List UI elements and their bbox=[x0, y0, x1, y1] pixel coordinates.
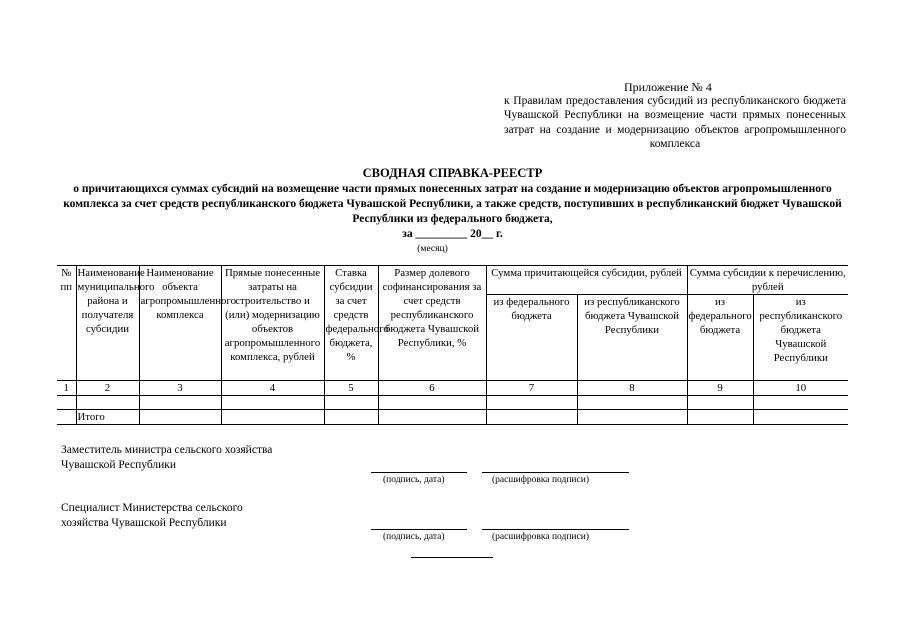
header-row-1 bbox=[57, 266, 848, 295]
header-due-republic: из республиканского бюджета Чувашской Республики bbox=[577, 295, 687, 381]
header-object: Наименование объекта агропромышленного комплекса bbox=[139, 266, 221, 381]
column-number: 8 bbox=[577, 381, 687, 396]
table-cell bbox=[687, 410, 753, 425]
table-cell bbox=[486, 396, 577, 410]
decode-caption-2: (расшифровка подписи) bbox=[492, 532, 589, 542]
header-num: № пп bbox=[57, 266, 76, 381]
total-row bbox=[57, 410, 848, 425]
table-cell bbox=[221, 396, 324, 410]
column-number: 4 bbox=[221, 381, 324, 396]
appendix-text: к Правилам предоставления субсидий из республиканского бюджета Чувашской Республики на возмещение части прямых понесенных затрат на создание и модернизацию объектов агропромышленного комплекса bbox=[504, 95, 846, 150]
signature-line-2 bbox=[371, 529, 467, 530]
table-cell bbox=[221, 410, 324, 425]
report-period: за _________ 20__ г. bbox=[402, 228, 503, 240]
sign-caption-2: (подпись, дата) bbox=[383, 532, 445, 542]
report-subtitle: о причитающихся суммах субсидий на возмещение части прямых понесенных затрат на создание и модернизацию объектов агропромышленного комплекса за счет средств республиканского бюджета Чувашской Республики, а также средств, поступивших в республиканский бюджет Чувашской Республики из федерального бюджета, bbox=[63, 183, 842, 225]
table-cell bbox=[486, 410, 577, 425]
header-due-federal: из федерального бюджета bbox=[486, 295, 577, 381]
report-title: СВОДНАЯ СПРАВКА-РЕЕСТР bbox=[362, 166, 543, 180]
decode-line-1 bbox=[482, 472, 629, 473]
decode-line-2 bbox=[482, 529, 629, 530]
column-number: 10 bbox=[753, 381, 848, 396]
table-row bbox=[57, 396, 848, 410]
signatory-position-1: Заместитель министра сельского хозяйства Чувашской Республики bbox=[61, 444, 273, 471]
sign-caption-1: (подпись, дата) bbox=[383, 475, 445, 485]
column-number: 5 bbox=[324, 381, 378, 396]
header-rate: Ставка субсидии за счет средств федерального бюджета, % bbox=[324, 266, 378, 381]
column-number: 6 bbox=[378, 381, 486, 396]
table-cell bbox=[378, 410, 486, 425]
header-group-due: Сумма причитающейся субсидии, рублей bbox=[486, 266, 687, 295]
signatory-position-2: Специалист Министерства сельского хозяйства Чувашской Республики bbox=[61, 502, 243, 529]
column-number: 9 bbox=[687, 381, 753, 396]
header-costs: Прямые понесенные затраты на строительство и (или) модернизацию объектов агропромышленного комплекса, рублей bbox=[221, 266, 324, 381]
header-transfer-federal: из федерального бюджета bbox=[687, 295, 753, 381]
table-cell bbox=[753, 396, 848, 410]
column-number: 1 bbox=[57, 381, 76, 396]
appendix-title: Приложение № 4 bbox=[624, 80, 712, 94]
month-hint: (месяц) bbox=[417, 244, 448, 254]
table-cell bbox=[687, 396, 753, 410]
table-cell bbox=[324, 396, 378, 410]
table-cell bbox=[57, 396, 76, 410]
header-cofinancing: Размер долевого софинансирования за счет средств республиканского бюджета Чувашской Республики, % bbox=[378, 266, 486, 381]
table-cell bbox=[57, 410, 76, 425]
table-cell bbox=[76, 396, 139, 410]
total-label: Итого bbox=[76, 410, 139, 425]
table-cell bbox=[324, 410, 378, 425]
header-recipient: Наименование муниципального района и получателя субсидии bbox=[76, 266, 139, 381]
column-number-row bbox=[57, 381, 848, 396]
signature-line-1 bbox=[371, 472, 467, 473]
column-number: 7 bbox=[486, 381, 577, 396]
table-cell bbox=[577, 410, 687, 425]
registry-table bbox=[57, 265, 848, 425]
closing-rule bbox=[411, 557, 493, 558]
table-cell bbox=[378, 396, 486, 410]
column-number: 2 bbox=[76, 381, 139, 396]
header-group-transfer: Сумма субсидии к перечислению, рублей bbox=[687, 266, 848, 295]
decode-caption-1: (расшифровка подписи) bbox=[492, 475, 589, 485]
table-cell bbox=[139, 410, 221, 425]
table-cell bbox=[577, 396, 687, 410]
header-transfer-republic: из республиканского бюджета Чувашской Республики bbox=[753, 295, 848, 381]
column-number: 3 bbox=[139, 381, 221, 396]
table-cell bbox=[753, 410, 848, 425]
table-cell bbox=[139, 396, 221, 410]
